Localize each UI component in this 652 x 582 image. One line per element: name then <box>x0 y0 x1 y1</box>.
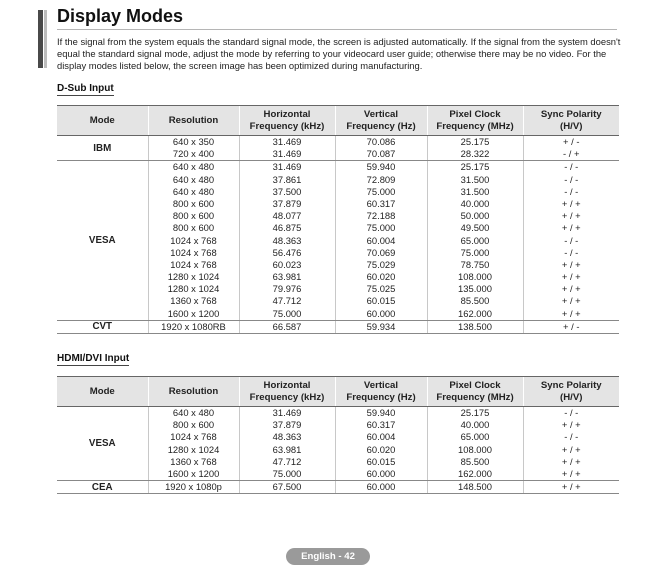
pixel-clock-value: 50.000 <box>460 210 490 222</box>
horizontal-value: 48.077 <box>272 210 302 222</box>
resolution-value: 1024 x 768 <box>170 431 217 443</box>
pixel-clock-value: 162.000 <box>458 467 492 479</box>
horizontal-value: 31.469 <box>272 148 302 160</box>
sync-value: + / - <box>563 136 580 147</box>
pixel-clock-value: 25.175 <box>460 136 490 147</box>
vertical-value: 60.015 <box>366 455 396 467</box>
sync-value: + / + <box>561 258 581 270</box>
table-row <box>57 136 619 161</box>
resolution-value: 800 x 600 <box>172 197 215 209</box>
resolution-cell <box>148 161 239 320</box>
resolution-value: 1024 x 768 <box>170 246 217 258</box>
resolution-value: 800 x 600 <box>172 419 215 431</box>
horizontal-value: 31.469 <box>272 136 302 147</box>
resolution-value: 1920 x 1080RB <box>161 320 226 332</box>
horizontal-value: 75.000 <box>272 307 302 319</box>
horizontal-value: 31.469 <box>272 161 302 173</box>
horizontal-cell <box>239 161 335 320</box>
vertical-value: 60.020 <box>366 271 396 283</box>
pixel-clock-value: 25.175 <box>460 161 490 173</box>
sync-value: + / + <box>561 443 581 455</box>
sync-value: + / + <box>561 197 581 209</box>
pixel-clock-value: 78.750 <box>460 258 490 270</box>
sync-value: + / + <box>561 467 581 479</box>
resolution-value: 640 x 480 <box>172 161 215 173</box>
pixel-clock-value: 85.500 <box>460 295 490 307</box>
col-header-sync-polarity: Sync Polarity (H/V) <box>523 106 619 136</box>
pixel-clock-value: 40.000 <box>460 419 490 431</box>
title-divider <box>57 29 617 30</box>
dsub-modes-table <box>57 105 619 334</box>
col-header-mode: Mode <box>57 106 148 136</box>
resolution-value: 1600 x 1200 <box>167 307 220 319</box>
vertical-value: 60.015 <box>366 295 396 307</box>
resolution-value: 640 x 480 <box>172 173 215 185</box>
horizontal-value: 75.000 <box>272 467 302 479</box>
sync-value: - / - <box>564 161 579 173</box>
col-header-vertical: Vertical Frequency (Hz) <box>335 106 427 136</box>
title-accent-bar <box>38 10 48 68</box>
sync-value: + / + <box>561 222 581 234</box>
mode-cell: CEA <box>57 481 148 494</box>
sync-value: + / - <box>563 320 580 332</box>
pixel-clock-cell <box>427 407 523 481</box>
vertical-value: 60.000 <box>366 307 396 319</box>
resolution-value: 640 x 480 <box>172 185 215 197</box>
resolution-cell <box>148 136 239 161</box>
vertical-cell <box>335 320 427 333</box>
sync-value: + / + <box>561 295 581 307</box>
sync-value: + / + <box>561 481 581 493</box>
vertical-cell <box>335 481 427 494</box>
col-header-vertical: Vertical Frequency (Hz) <box>335 377 427 407</box>
mode-cell: VESA <box>57 161 148 320</box>
pixel-clock-value: 135.000 <box>458 283 492 295</box>
horizontal-value: 37.500 <box>272 185 302 197</box>
resolution-value: 800 x 600 <box>172 210 215 222</box>
col-header-resolution: Resolution <box>148 106 239 136</box>
col-header-pixel-clock: Pixel Clock Frequency (MHz) <box>427 106 523 136</box>
resolution-value: 1920 x 1080p <box>165 481 222 493</box>
sync-cell <box>523 136 619 161</box>
resolution-value: 1280 x 1024 <box>167 283 220 295</box>
vertical-value: 59.934 <box>366 320 396 332</box>
vertical-value: 60.000 <box>366 467 396 479</box>
horizontal-value: 37.879 <box>272 197 302 209</box>
resolution-value: 1600 x 1200 <box>167 467 220 479</box>
table-row <box>57 161 619 320</box>
mode-cell: CVT <box>57 320 148 333</box>
dsub-section-heading: D-Sub Input <box>57 83 114 94</box>
sync-value: + / + <box>561 271 581 283</box>
pixel-clock-value: 65.000 <box>460 431 490 443</box>
horizontal-value: 66.587 <box>272 320 302 332</box>
horizontal-cell <box>239 136 335 161</box>
pixel-clock-value: 49.500 <box>460 222 490 234</box>
horizontal-value: 47.712 <box>272 455 302 467</box>
pixel-clock-value: 75.000 <box>460 246 490 258</box>
sync-value: - / - <box>564 407 579 418</box>
vertical-value: 59.940 <box>366 407 396 418</box>
vertical-value: 75.000 <box>366 185 396 197</box>
horizontal-value: 79.976 <box>272 283 302 295</box>
pixel-clock-value: 25.175 <box>460 407 490 418</box>
pixel-clock-cell <box>427 320 523 333</box>
table-row <box>57 320 619 333</box>
sync-value: + / + <box>561 419 581 431</box>
horizontal-cell <box>239 407 335 481</box>
horizontal-value: 48.363 <box>272 234 302 246</box>
pixel-clock-value: 28.322 <box>460 148 490 160</box>
sync-value: - / - <box>564 185 579 197</box>
resolution-value: 800 x 600 <box>172 222 215 234</box>
horizontal-value: 37.879 <box>272 419 302 431</box>
vertical-value: 75.025 <box>366 283 396 295</box>
vertical-value: 60.004 <box>366 431 396 443</box>
horizontal-cell <box>239 481 335 494</box>
sync-value: + / + <box>561 455 581 467</box>
vertical-cell <box>335 407 427 481</box>
horizontal-value: 47.712 <box>272 295 302 307</box>
vertical-value: 70.069 <box>366 246 396 258</box>
col-header-mode: Mode <box>57 377 148 407</box>
horizontal-value: 63.981 <box>272 271 302 283</box>
pixel-clock-value: 31.500 <box>460 185 490 197</box>
resolution-cell <box>148 481 239 494</box>
horizontal-value: 67.500 <box>272 481 302 493</box>
horizontal-value: 56.476 <box>272 246 302 258</box>
vertical-value: 59.940 <box>366 161 396 173</box>
resolution-value: 1280 x 1024 <box>167 271 220 283</box>
horizontal-value: 48.363 <box>272 431 302 443</box>
pixel-clock-value: 148.500 <box>458 481 492 493</box>
sync-value: + / + <box>561 283 581 295</box>
sync-value: - / + <box>563 148 580 160</box>
pixel-clock-value: 85.500 <box>460 455 490 467</box>
sync-value: + / + <box>561 307 581 319</box>
table-header-row <box>57 377 619 407</box>
col-header-pixel-clock: Pixel Clock Frequency (MHz) <box>427 377 523 407</box>
resolution-value: 640 x 350 <box>172 136 215 147</box>
col-header-sync-polarity: Sync Polarity (H/V) <box>523 377 619 407</box>
resolution-value: 1360 x 768 <box>170 455 217 467</box>
resolution-cell <box>148 407 239 481</box>
sync-cell <box>523 161 619 320</box>
sync-cell <box>523 320 619 333</box>
vertical-value: 70.087 <box>366 148 396 160</box>
resolution-value: 720 x 400 <box>172 148 215 160</box>
vertical-cell <box>335 161 427 320</box>
sync-value: - / - <box>564 431 579 443</box>
col-header-horizontal: Horizontal Frequency (kHz) <box>239 106 335 136</box>
hdmi-modes-table <box>57 376 619 494</box>
pixel-clock-value: 31.500 <box>460 173 490 185</box>
mode-cell: VESA <box>57 407 148 481</box>
pixel-clock-value: 162.000 <box>458 307 492 319</box>
resolution-value: 1360 x 768 <box>170 295 217 307</box>
horizontal-value: 63.981 <box>272 443 302 455</box>
vertical-value: 60.004 <box>366 234 396 246</box>
pixel-clock-cell <box>427 136 523 161</box>
table-row <box>57 481 619 494</box>
sync-value: - / - <box>564 246 579 258</box>
vertical-value: 60.317 <box>366 419 396 431</box>
pixel-clock-cell <box>427 161 523 320</box>
col-header-resolution: Resolution <box>148 377 239 407</box>
intro-paragraph: If the signal from the system equals the standard signal mode, the screen is adjusted automatically. If the signal from the system doesn't equal the standard signal mode, adjust the mode by referring to your videocard user guide; otherwise there may be no video. For the display modes listed below, the screen image has been optimized during manufacturing. <box>57 36 621 71</box>
resolution-value: 1024 x 768 <box>170 258 217 270</box>
resolution-cell <box>148 320 239 333</box>
page-title: Display Modes <box>57 6 184 26</box>
sync-value: - / - <box>564 234 579 246</box>
vertical-value: 72.809 <box>366 173 396 185</box>
vertical-value: 75.029 <box>366 258 396 270</box>
resolution-value: 1280 x 1024 <box>167 443 220 455</box>
resolution-value: 640 x 480 <box>172 407 215 418</box>
horizontal-value: 60.023 <box>272 258 302 270</box>
horizontal-value: 37.861 <box>272 173 302 185</box>
page-number-badge: English - 42 <box>286 548 370 565</box>
pixel-clock-value: 108.000 <box>458 271 492 283</box>
sync-value: + / + <box>561 210 581 222</box>
sync-value: - / - <box>564 173 579 185</box>
horizontal-value: 46.875 <box>272 222 302 234</box>
vertical-value: 70.086 <box>366 136 396 147</box>
col-header-horizontal: Horizontal Frequency (kHz) <box>239 377 335 407</box>
vertical-value: 60.020 <box>366 443 396 455</box>
hdmi-section-heading: HDMI/DVI Input <box>57 353 130 364</box>
sync-cell <box>523 481 619 494</box>
mode-cell: IBM <box>57 136 148 161</box>
pixel-clock-value: 40.000 <box>460 197 490 209</box>
table-row <box>57 407 619 481</box>
sync-cell <box>523 407 619 481</box>
resolution-value: 1024 x 768 <box>170 234 217 246</box>
pixel-clock-value: 108.000 <box>458 443 492 455</box>
vertical-value: 60.317 <box>366 197 396 209</box>
vertical-value: 75.000 <box>366 222 396 234</box>
horizontal-cell <box>239 320 335 333</box>
pixel-clock-value: 65.000 <box>460 234 490 246</box>
vertical-value: 72.188 <box>366 210 396 222</box>
pixel-clock-value: 138.500 <box>458 320 492 332</box>
horizontal-value: 31.469 <box>272 407 302 418</box>
table-header-row <box>57 106 619 136</box>
pixel-clock-cell <box>427 481 523 494</box>
vertical-cell <box>335 136 427 161</box>
vertical-value: 60.000 <box>366 481 396 493</box>
